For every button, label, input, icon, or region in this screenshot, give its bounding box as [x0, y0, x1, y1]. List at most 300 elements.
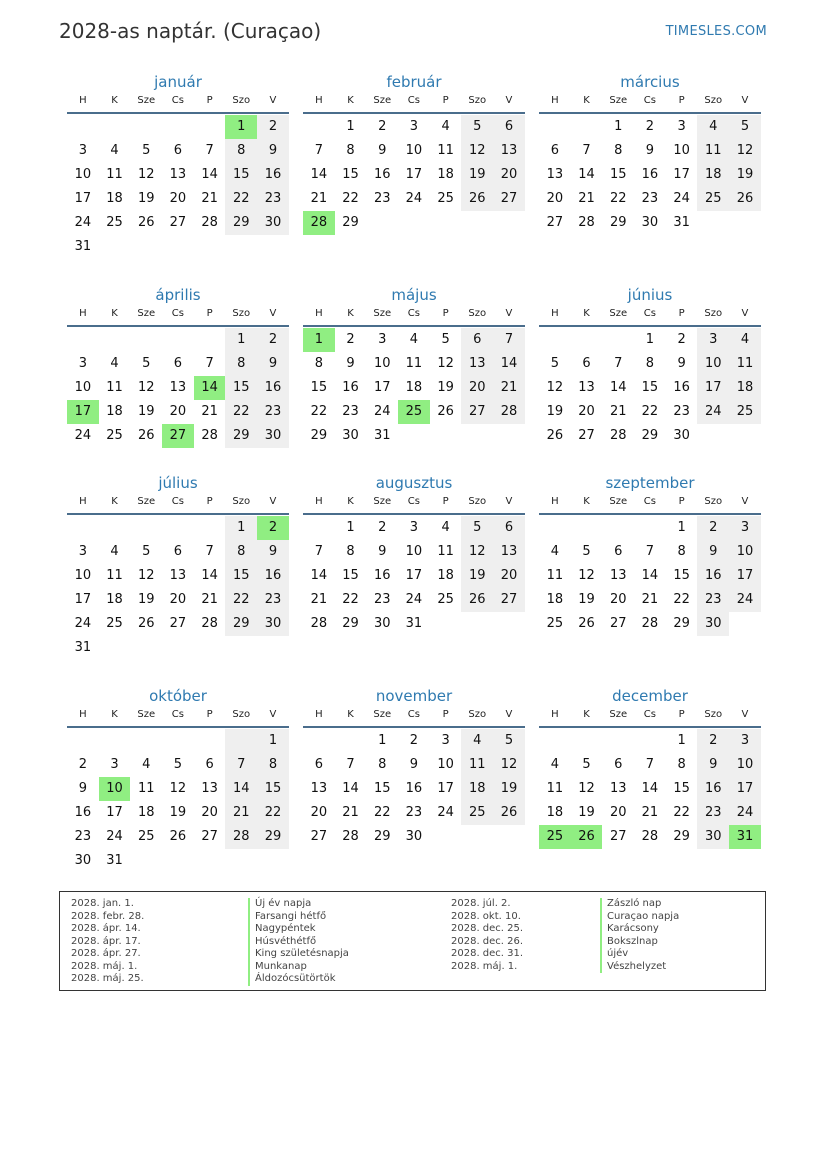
day-cell: 17	[673, 167, 690, 182]
weekday-label: K	[111, 308, 118, 319]
day-cell: 5	[582, 757, 591, 772]
day-cell: 4	[550, 544, 559, 559]
day-cell: 5	[441, 332, 450, 347]
day-cell: 6	[461, 328, 493, 352]
weekday-label: Cs	[407, 308, 420, 319]
day-cell: 24	[405, 191, 423, 206]
week-row	[539, 400, 761, 424]
day-cell: 30	[641, 215, 659, 230]
day-cell: 2	[697, 729, 729, 753]
day-cell: 31	[729, 825, 761, 849]
empty-cell	[257, 849, 289, 873]
day-cell: 1	[346, 520, 355, 535]
weekday-label: P	[678, 95, 685, 106]
week-row	[303, 328, 525, 352]
day-cell: 16	[697, 564, 729, 588]
week-row	[303, 588, 525, 612]
weekday-label: Sze	[137, 95, 156, 106]
day-cell: 13	[201, 781, 218, 796]
weekday-label: Szo	[232, 709, 251, 720]
day-cell: 17	[729, 777, 761, 801]
brand-link[interactable]: TIMESLES.COM	[665, 24, 767, 39]
weekday-label: H	[79, 709, 87, 720]
day-cell: 14	[609, 380, 627, 395]
day-cell: 21	[641, 805, 659, 820]
day-cell: 12	[546, 380, 564, 395]
week-row	[67, 564, 289, 588]
weekday-label: Sze	[609, 95, 628, 106]
weekday-header	[539, 707, 761, 728]
day-cell: 5	[142, 143, 151, 158]
day-cell: 21	[641, 592, 659, 607]
day-cell: 13	[169, 380, 187, 395]
weekday-label: V	[505, 709, 513, 720]
week-row	[67, 753, 289, 777]
day-cell: 8	[225, 139, 257, 163]
day-cell: 10	[405, 544, 423, 559]
day-cell: 2	[378, 119, 387, 134]
empty-cell	[398, 424, 430, 448]
day-cell: 9	[697, 540, 729, 564]
day-cell: 6	[614, 757, 623, 772]
month-name: január	[154, 73, 202, 91]
day-cell: 17	[729, 564, 761, 588]
weekday-label: Sze	[373, 709, 392, 720]
day-cell: 28	[303, 211, 335, 235]
day-cell: 5	[173, 757, 183, 772]
day-cell: 18	[437, 568, 454, 583]
day-cell: 10	[74, 568, 92, 583]
empty-cell	[194, 328, 226, 352]
day-cell: 9	[257, 139, 289, 163]
day-cell: 28	[201, 215, 218, 230]
day-cell: 15	[257, 777, 289, 801]
day-cell: 24	[729, 801, 761, 825]
day-cell: 13	[169, 568, 187, 583]
legend-date: 2028. dec. 31.	[451, 948, 524, 959]
day-cell: 29	[673, 616, 690, 631]
empty-cell	[162, 516, 194, 540]
weekday-label: V	[741, 308, 749, 319]
day-cell: 25	[729, 400, 761, 424]
day-cell: 26	[461, 187, 493, 211]
empty-cell	[162, 636, 194, 660]
day-cell: 6	[205, 757, 214, 772]
day-cell: 7	[314, 143, 323, 158]
weekday-label: H	[315, 496, 323, 507]
empty-cell	[162, 235, 194, 259]
day-cell: 16	[373, 568, 391, 583]
weekday-header	[539, 494, 761, 515]
empty-cell	[430, 612, 462, 636]
weekday-label: Szo	[468, 496, 487, 507]
day-cell: 4	[409, 332, 419, 347]
page-title: 2028-as naptár. (Curaçao)	[59, 19, 322, 43]
day-cell: 14	[342, 781, 359, 796]
weekday-label: Szo	[468, 308, 487, 319]
day-cell: 3	[441, 733, 450, 748]
day-cell: 19	[578, 592, 595, 607]
day-cell: 30	[257, 612, 289, 636]
month-name: május	[391, 286, 437, 304]
day-cell: 17	[405, 167, 423, 182]
day-cell: 30	[74, 853, 92, 868]
day-cell: 14	[201, 167, 218, 182]
day-cell: 12	[578, 568, 595, 583]
day-cell: 28	[609, 428, 627, 443]
day-cell: 31	[106, 853, 123, 868]
weekday-header	[67, 306, 289, 327]
weekday-label: Sze	[609, 709, 628, 720]
weekday-label: Cs	[643, 496, 656, 507]
day-cell: 19	[493, 777, 525, 801]
weekday-label: K	[347, 496, 354, 507]
week-row	[539, 516, 761, 540]
weekday-label: K	[347, 308, 354, 319]
week-row	[67, 115, 289, 139]
empty-cell	[162, 328, 194, 352]
day-cell: 29	[225, 424, 257, 448]
day-cell: 27	[169, 215, 187, 230]
day-cell: 26	[137, 428, 155, 443]
day-cell: 11	[546, 781, 564, 796]
empty-cell	[335, 729, 367, 753]
day-cell: 8	[677, 544, 686, 559]
day-cell: 16	[641, 167, 659, 182]
weekday-label: P	[206, 308, 213, 319]
day-cell: 29	[225, 211, 257, 235]
week-row	[539, 588, 761, 612]
weekday-label: Cs	[171, 709, 184, 720]
day-cell: 19	[437, 380, 454, 395]
day-cell: 18	[461, 777, 493, 801]
day-cell: 22	[641, 404, 659, 419]
day-cell: 2	[257, 328, 289, 352]
empty-cell	[67, 516, 99, 540]
empty-cell	[729, 211, 761, 235]
month-name: december	[612, 687, 688, 705]
week-row	[67, 540, 289, 564]
day-cell: 18	[106, 592, 123, 607]
month-block	[67, 71, 289, 259]
day-cell: 5	[582, 544, 591, 559]
legend-holiday-name: King születésnapja	[248, 948, 349, 961]
day-cell: 26	[493, 801, 525, 825]
day-cell: 20	[310, 805, 328, 820]
day-cell: 4	[441, 119, 450, 134]
month-block	[67, 685, 289, 873]
week-row	[539, 163, 761, 187]
week-row	[67, 801, 289, 825]
day-cell: 25	[398, 400, 430, 424]
day-cell: 8	[346, 143, 355, 158]
weekday-label: P	[678, 709, 685, 720]
day-cell: 7	[205, 544, 214, 559]
day-cell: 15	[673, 781, 690, 796]
empty-cell	[225, 729, 257, 753]
day-cell: 30	[697, 612, 729, 636]
day-cell: 27	[578, 428, 595, 443]
weekday-label: Cs	[171, 496, 184, 507]
day-cell: 29	[257, 825, 289, 849]
day-cell: 26	[729, 187, 761, 211]
empty-cell	[194, 516, 226, 540]
day-cell: 6	[614, 544, 623, 559]
day-cell: 24	[697, 400, 729, 424]
day-cell: 18	[137, 805, 155, 820]
month-name: június	[627, 286, 673, 304]
day-cell: 21	[609, 404, 627, 419]
empty-cell	[461, 211, 493, 235]
day-cell: 12	[137, 380, 155, 395]
week-row	[539, 612, 761, 636]
week-row	[67, 235, 289, 259]
weekday-label: V	[741, 709, 749, 720]
empty-cell	[493, 825, 525, 849]
day-cell: 4	[110, 356, 119, 371]
day-cell: 22	[225, 187, 257, 211]
empty-cell	[571, 328, 603, 352]
day-cell: 20	[461, 376, 493, 400]
day-cell: 18	[546, 805, 564, 820]
day-cell: 27	[162, 424, 194, 448]
day-cell: 22	[673, 805, 690, 820]
day-cell: 1	[225, 516, 257, 540]
day-cell: 4	[697, 115, 729, 139]
day-cell: 5	[493, 729, 525, 753]
week-row	[67, 211, 289, 235]
weekday-label: Sze	[137, 709, 156, 720]
day-cell: 2	[677, 332, 686, 347]
day-cell: 14	[310, 568, 328, 583]
weekday-label: H	[551, 308, 559, 319]
day-cell: 21	[493, 376, 525, 400]
day-cell: 28	[342, 829, 359, 844]
weekday-label: Szo	[704, 496, 723, 507]
day-cell: 5	[729, 115, 761, 139]
weekday-label: P	[206, 709, 213, 720]
day-cell: 25	[437, 191, 454, 206]
legend-holiday-name: Bokszlnap	[600, 936, 679, 949]
day-cell: 21	[310, 191, 328, 206]
day-cell: 21	[201, 191, 218, 206]
week-row	[67, 400, 289, 424]
day-cell: 16	[257, 564, 289, 588]
day-cell: 26	[461, 588, 493, 612]
day-cell: 26	[571, 825, 603, 849]
day-cell: 15	[673, 568, 690, 583]
day-cell: 3	[78, 544, 87, 559]
legend-holiday-name: Farsangi hétfő	[248, 911, 349, 924]
empty-cell	[539, 516, 571, 540]
day-cell: 3	[110, 757, 119, 772]
legend-date: 2028. dec. 26.	[451, 935, 524, 947]
day-cell: 1	[677, 733, 686, 748]
day-cell: 10	[74, 380, 92, 395]
empty-cell	[130, 328, 162, 352]
week-row	[303, 163, 525, 187]
week-row	[67, 612, 289, 636]
day-cell: 15	[609, 167, 627, 182]
empty-cell	[398, 211, 430, 235]
day-cell: 7	[493, 328, 525, 352]
day-cell: 9	[697, 753, 729, 777]
day-cell: 1	[677, 520, 686, 535]
weekday-header	[303, 707, 525, 728]
day-cell: 22	[373, 805, 391, 820]
day-cell: 19	[578, 805, 595, 820]
weekday-label: H	[79, 95, 87, 106]
week-row	[67, 139, 289, 163]
week-row	[67, 163, 289, 187]
day-cell: 14	[201, 568, 218, 583]
week-row	[303, 825, 525, 849]
day-cell: 2	[257, 115, 289, 139]
day-cell: 12	[461, 540, 493, 564]
day-cell: 11	[106, 167, 123, 182]
day-cell: 19	[546, 404, 564, 419]
day-cell: 6	[173, 356, 183, 371]
day-cell: 24	[106, 829, 123, 844]
weekday-label: P	[442, 308, 449, 319]
day-cell: 3	[78, 356, 87, 371]
day-cell: 11	[106, 568, 123, 583]
day-cell: 3	[78, 143, 87, 158]
day-cell: 17	[74, 191, 92, 206]
day-cell: 1	[614, 119, 623, 134]
day-cell: 9	[645, 143, 655, 158]
weekday-label: K	[111, 95, 118, 106]
weekday-label: V	[741, 496, 749, 507]
week-row	[539, 424, 761, 448]
empty-cell	[99, 328, 131, 352]
day-cell: 18	[546, 592, 564, 607]
day-cell: 22	[609, 191, 627, 206]
day-cell: 29	[609, 215, 627, 230]
day-cell: 20	[169, 592, 187, 607]
month-name: augusztus	[375, 474, 453, 492]
week-row	[67, 424, 289, 448]
month-name: február	[386, 73, 442, 91]
empty-cell	[99, 636, 131, 660]
week-row	[67, 376, 289, 400]
legend-date: 2028. ápr. 17.	[71, 935, 141, 947]
month-name: március	[620, 73, 680, 91]
day-cell: 9	[257, 352, 289, 376]
weekday-label: P	[678, 308, 685, 319]
day-cell: 28	[641, 616, 659, 631]
day-cell: 12	[493, 753, 525, 777]
day-cell: 1	[346, 119, 355, 134]
day-cell: 14	[578, 167, 595, 182]
day-cell: 10	[437, 757, 454, 772]
day-cell: 8	[677, 757, 686, 772]
day-cell: 15	[641, 380, 659, 395]
day-cell: 7	[205, 143, 214, 158]
day-cell: 12	[137, 167, 155, 182]
day-cell: 21	[578, 191, 595, 206]
day-cell: 13	[578, 380, 595, 395]
day-cell: 2	[378, 520, 387, 535]
day-cell: 1	[225, 328, 257, 352]
day-cell: 15	[225, 564, 257, 588]
weekday-label: V	[269, 709, 277, 720]
day-cell: 23	[697, 588, 729, 612]
empty-cell	[430, 211, 462, 235]
weekday-label: Sze	[373, 308, 392, 319]
weekday-label: Cs	[407, 496, 420, 507]
week-row	[303, 400, 525, 424]
day-cell: 7	[645, 544, 655, 559]
legend-date: 2028. ápr. 14.	[71, 923, 141, 934]
empty-cell	[225, 235, 257, 259]
weekday-label: P	[206, 95, 213, 106]
weekday-label: Sze	[609, 308, 628, 319]
empty-cell	[130, 729, 162, 753]
empty-cell	[697, 211, 729, 235]
day-cell: 8	[378, 757, 387, 772]
legend-date: 2028. máj. 25.	[71, 973, 144, 984]
day-cell: 11	[437, 143, 454, 158]
empty-cell	[539, 729, 571, 753]
day-cell: 6	[493, 115, 525, 139]
day-cell: 22	[342, 592, 359, 607]
day-cell: 26	[437, 404, 454, 419]
day-cell: 30	[373, 616, 391, 631]
day-cell: 19	[137, 592, 155, 607]
day-cell: 3	[677, 119, 686, 134]
weekday-label: V	[741, 95, 749, 106]
empty-cell	[571, 115, 603, 139]
day-cell: 31	[373, 428, 391, 443]
day-cell: 17	[697, 376, 729, 400]
day-cell: 30	[257, 424, 289, 448]
weekday-label: H	[315, 709, 323, 720]
day-cell: 11	[729, 352, 761, 376]
legend-dates-2	[451, 898, 523, 973]
day-cell: 16	[257, 376, 289, 400]
day-cell: 23	[342, 404, 359, 419]
day-cell: 18	[106, 404, 123, 419]
day-cell: 26	[546, 428, 564, 443]
day-cell: 23	[641, 191, 659, 206]
day-cell: 29	[673, 829, 690, 844]
weekday-label: H	[79, 308, 87, 319]
day-cell: 27	[609, 616, 627, 631]
weekday-label: K	[347, 95, 354, 106]
day-cell: 30	[342, 428, 359, 443]
day-cell: 23	[257, 400, 289, 424]
day-cell: 11	[546, 568, 564, 583]
weekday-label: Sze	[373, 95, 392, 106]
empty-cell	[571, 516, 603, 540]
day-cell: 10	[405, 143, 423, 158]
day-cell: 10	[673, 143, 690, 158]
empty-cell	[99, 516, 131, 540]
legend-names-1	[248, 898, 349, 986]
day-cell: 18	[405, 380, 423, 395]
week-row	[67, 588, 289, 612]
day-cell: 3	[409, 520, 419, 535]
day-cell: 5	[142, 356, 151, 371]
month-block	[539, 284, 761, 448]
day-cell: 8	[225, 352, 257, 376]
day-cell: 12	[169, 781, 187, 796]
weekday-label: P	[678, 496, 685, 507]
day-cell: 13	[310, 781, 328, 796]
day-cell: 7	[225, 753, 257, 777]
day-cell: 15	[342, 167, 359, 182]
